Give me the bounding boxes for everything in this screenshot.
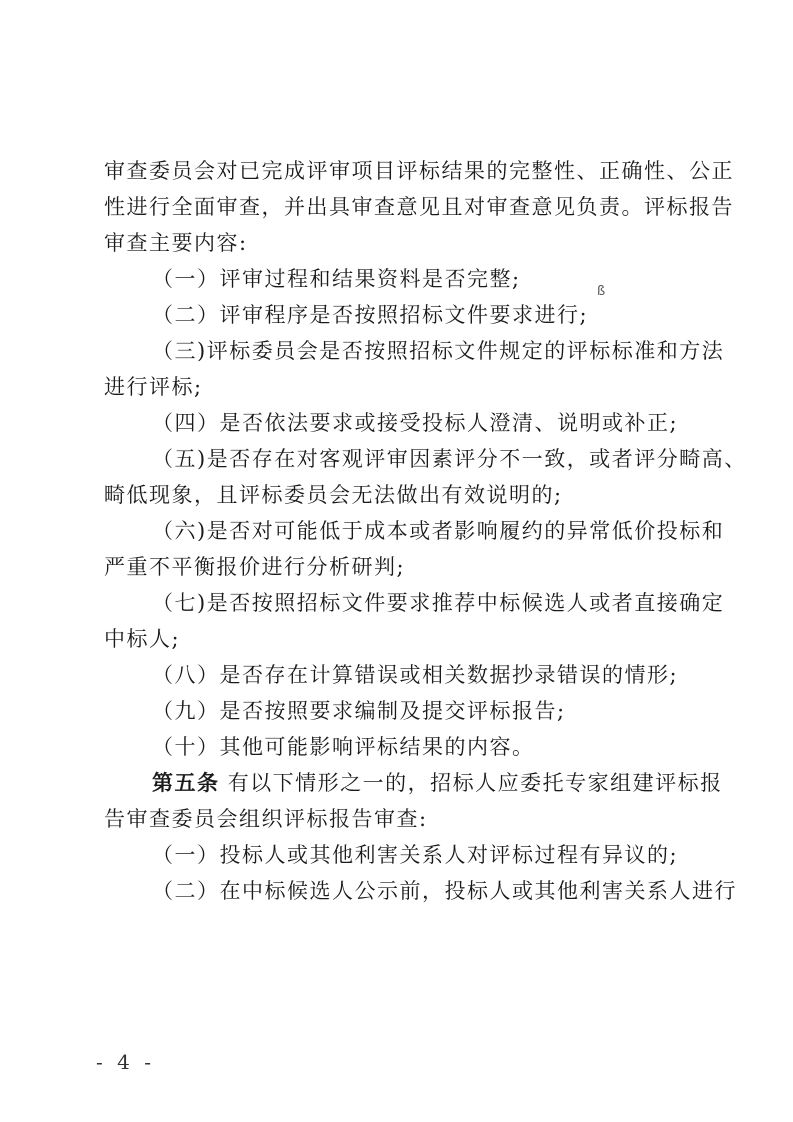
margin-mark: ß [597, 284, 606, 299]
list-item: （四）是否依法要求或接受投标人澄清、说明或补正; [152, 411, 679, 435]
article-line [104, 771, 723, 808]
text-line: 审查委员会对已完成评审项目评标结果的完整性、正确性、公正 [104, 159, 734, 183]
list-item: （十）其他可能影响评标结果的内容。 [152, 735, 535, 759]
text-line: 畸低现象，且评标委员会无法做出有效说明的; [104, 483, 563, 507]
list-item: （九）是否按照要求编制及提交评标报告; [152, 699, 566, 723]
list-item: （三)评标委员会是否按照招标文件规定的评标标准和方法 [152, 339, 725, 363]
list-item: （五)是否存在对客观评审因素评分不一致，或者评分畸高、 [152, 447, 747, 471]
page-number: - 4 - [96, 1050, 155, 1074]
list-item: （一）评审过程和结果资料是否完整; [152, 267, 521, 291]
article-text: 有以下情形之一的，招标人应委托专家组建评标报 [227, 771, 723, 795]
list-item: （二）评审程序是否按照招标文件要求进行; [152, 303, 589, 327]
list-item: （六)是否对可能低于成本或者影响履约的异常低价投标和 [152, 519, 725, 543]
document-body [104, 159, 747, 916]
list-item: （一）投标人或其他利害关系人对评标过程有异议的; [152, 843, 679, 867]
text-line: 告审查委员会组织评标报告审查: [104, 807, 428, 831]
text-line: 审查主要内容: [104, 231, 248, 255]
text-line: 严重不平衡报价进行分析研判; [104, 555, 406, 579]
list-item: （二）在中标候选人公示前，投标人或其他利害关系人进行 [152, 879, 737, 903]
text-line: 中标人; [104, 627, 181, 651]
list-item: （八）是否存在计算错误或相关数据抄录错误的情形; [152, 663, 679, 687]
list-item: （七)是否按照招标文件要求推荐中标候选人或者直接确定 [152, 591, 725, 615]
text-line: 进行评标; [104, 375, 203, 399]
text-line: 性进行全面审查，并出具审查意见且对审查意见负责。评标报告 [104, 195, 734, 219]
article-heading: 第五条 [152, 771, 220, 795]
